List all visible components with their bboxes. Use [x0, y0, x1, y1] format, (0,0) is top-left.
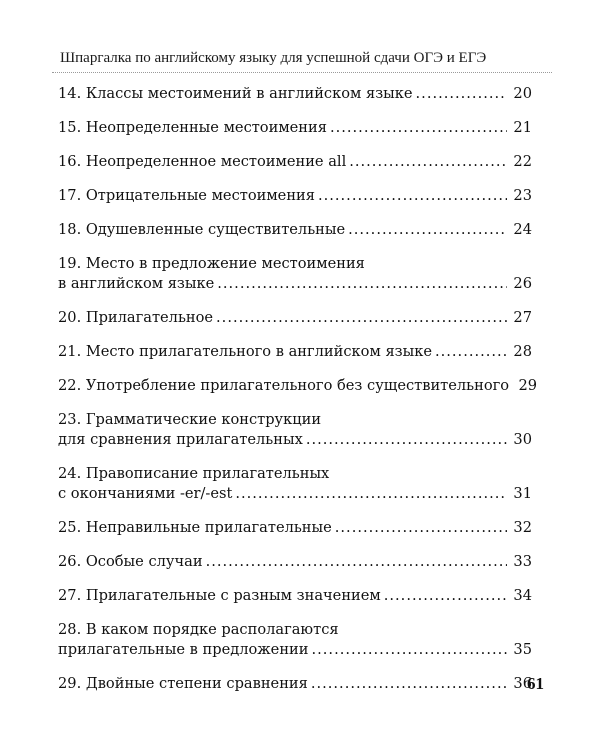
dot-leader	[416, 84, 507, 104]
toc-entry-title: 20. Прилагательное	[58, 309, 214, 326]
toc-entry-title: 28. В каком порядке располагаются	[58, 621, 339, 638]
toc-entry-title: 24. Правописание прилагательных	[58, 465, 330, 482]
toc-entry-line	[58, 84, 532, 104]
toc-entry-line	[58, 552, 532, 572]
toc-entry-line	[58, 376, 538, 396]
toc-entry	[58, 118, 532, 138]
toc-entry	[58, 464, 532, 504]
toc-entry	[58, 586, 532, 606]
dot-leader	[235, 484, 507, 504]
toc-entry-title: 23. Грамматические конструкции	[58, 411, 322, 428]
toc-entry-title: 25. Неправильные прилагательные	[58, 519, 332, 536]
toc-entry-page: 34	[513, 587, 532, 604]
toc-entry-title: с окончаниями -er/-est	[58, 485, 233, 502]
toc-entry-page: 28	[513, 343, 532, 360]
toc-entry-title: 29. Двойные степени сравнения	[58, 675, 308, 692]
toc-entry	[58, 674, 532, 694]
toc-entry	[58, 152, 532, 172]
toc-entry-page: 32	[513, 519, 532, 536]
toc-entry-title: 18. Одушевленные существительные	[58, 221, 346, 238]
dot-leader	[216, 308, 507, 328]
toc-entry-line	[58, 308, 532, 328]
dot-leader	[348, 220, 507, 240]
toc-entry-title: прилагательные в предложении	[58, 641, 309, 658]
toc-entry-page: 33	[513, 553, 532, 570]
toc-entry-line	[58, 640, 532, 660]
toc-entry	[58, 254, 532, 294]
toc-entry	[58, 552, 532, 572]
toc-entry-title: 22. Употребление прилагательного без существительного	[58, 377, 510, 394]
toc-entry-line	[58, 586, 532, 606]
dot-leader	[312, 640, 507, 660]
dot-leader	[330, 118, 507, 138]
dot-leader	[318, 186, 507, 206]
toc-entry-line	[58, 518, 532, 538]
toc-entry-line	[58, 430, 532, 450]
dot-leader	[384, 586, 507, 606]
toc-entry-title: 15. Неопределенные местоимения	[58, 119, 327, 136]
toc-entry-page: 35	[513, 641, 532, 658]
toc-entry-title: 17. Отрицательные местоимения	[58, 187, 315, 204]
toc-entry	[58, 220, 532, 240]
toc-entry	[58, 186, 532, 206]
toc-entry-page: 29	[518, 377, 538, 394]
toc-entry-line	[58, 484, 532, 504]
dot-leader	[349, 152, 507, 172]
dot-leader	[206, 552, 507, 572]
toc-entry-line	[58, 186, 532, 206]
toc-entry-page: 36	[513, 675, 532, 692]
toc-entry	[58, 376, 538, 396]
toc-entry-page: 23	[513, 187, 532, 204]
toc-entry-title: 19. Место в предложение местоимения	[58, 255, 365, 272]
toc-entry-title: в английском языке	[58, 275, 215, 292]
dot-leader	[217, 274, 507, 294]
toc-entry	[58, 518, 532, 538]
toc-entry-page: 26	[513, 275, 532, 292]
toc-entry-title: для сравнения прилагательных	[58, 431, 303, 448]
toc-entry-page: 21	[513, 119, 532, 136]
page-number: 61	[527, 674, 544, 693]
toc-entry-line	[58, 342, 532, 362]
toc-entry-page: 22	[513, 153, 532, 170]
dot-leader	[335, 518, 507, 538]
toc-entry	[58, 84, 532, 104]
toc-entry-page: 30	[513, 431, 532, 448]
dot-leader	[311, 674, 507, 694]
dot-leader	[435, 342, 507, 362]
toc-entry-title: 27. Прилагательные с разным значением	[58, 587, 381, 604]
toc-entry-line	[58, 274, 532, 294]
running-header: Шпаргалка по английскому языку для успешной сдачи ОГЭ и ЕГЭ	[60, 50, 487, 66]
toc-entry-title: 21. Место прилагательного в английском языке	[58, 343, 432, 360]
toc-entry-title: 14. Классы местоимений в английском языке	[58, 85, 413, 102]
toc-entry-line	[58, 220, 532, 240]
toc-entry-page: 20	[513, 85, 532, 102]
toc-entry-line	[58, 674, 532, 694]
toc-entry-line	[58, 152, 532, 172]
toc-entry-line	[58, 118, 532, 138]
toc-entry	[58, 620, 532, 660]
toc-entry	[58, 308, 532, 328]
toc-entry-page: 31	[513, 485, 532, 502]
toc-entry	[58, 342, 532, 362]
dot-leader	[306, 430, 507, 450]
toc-entry-title: 16. Неопределенное местоимение all	[58, 153, 347, 170]
header-divider	[52, 72, 552, 73]
toc-entry-page: 27	[513, 309, 532, 326]
toc-entry-title: 26. Особые случаи	[58, 553, 203, 570]
toc-entry	[58, 410, 532, 450]
toc-entry-page: 24	[513, 221, 532, 238]
